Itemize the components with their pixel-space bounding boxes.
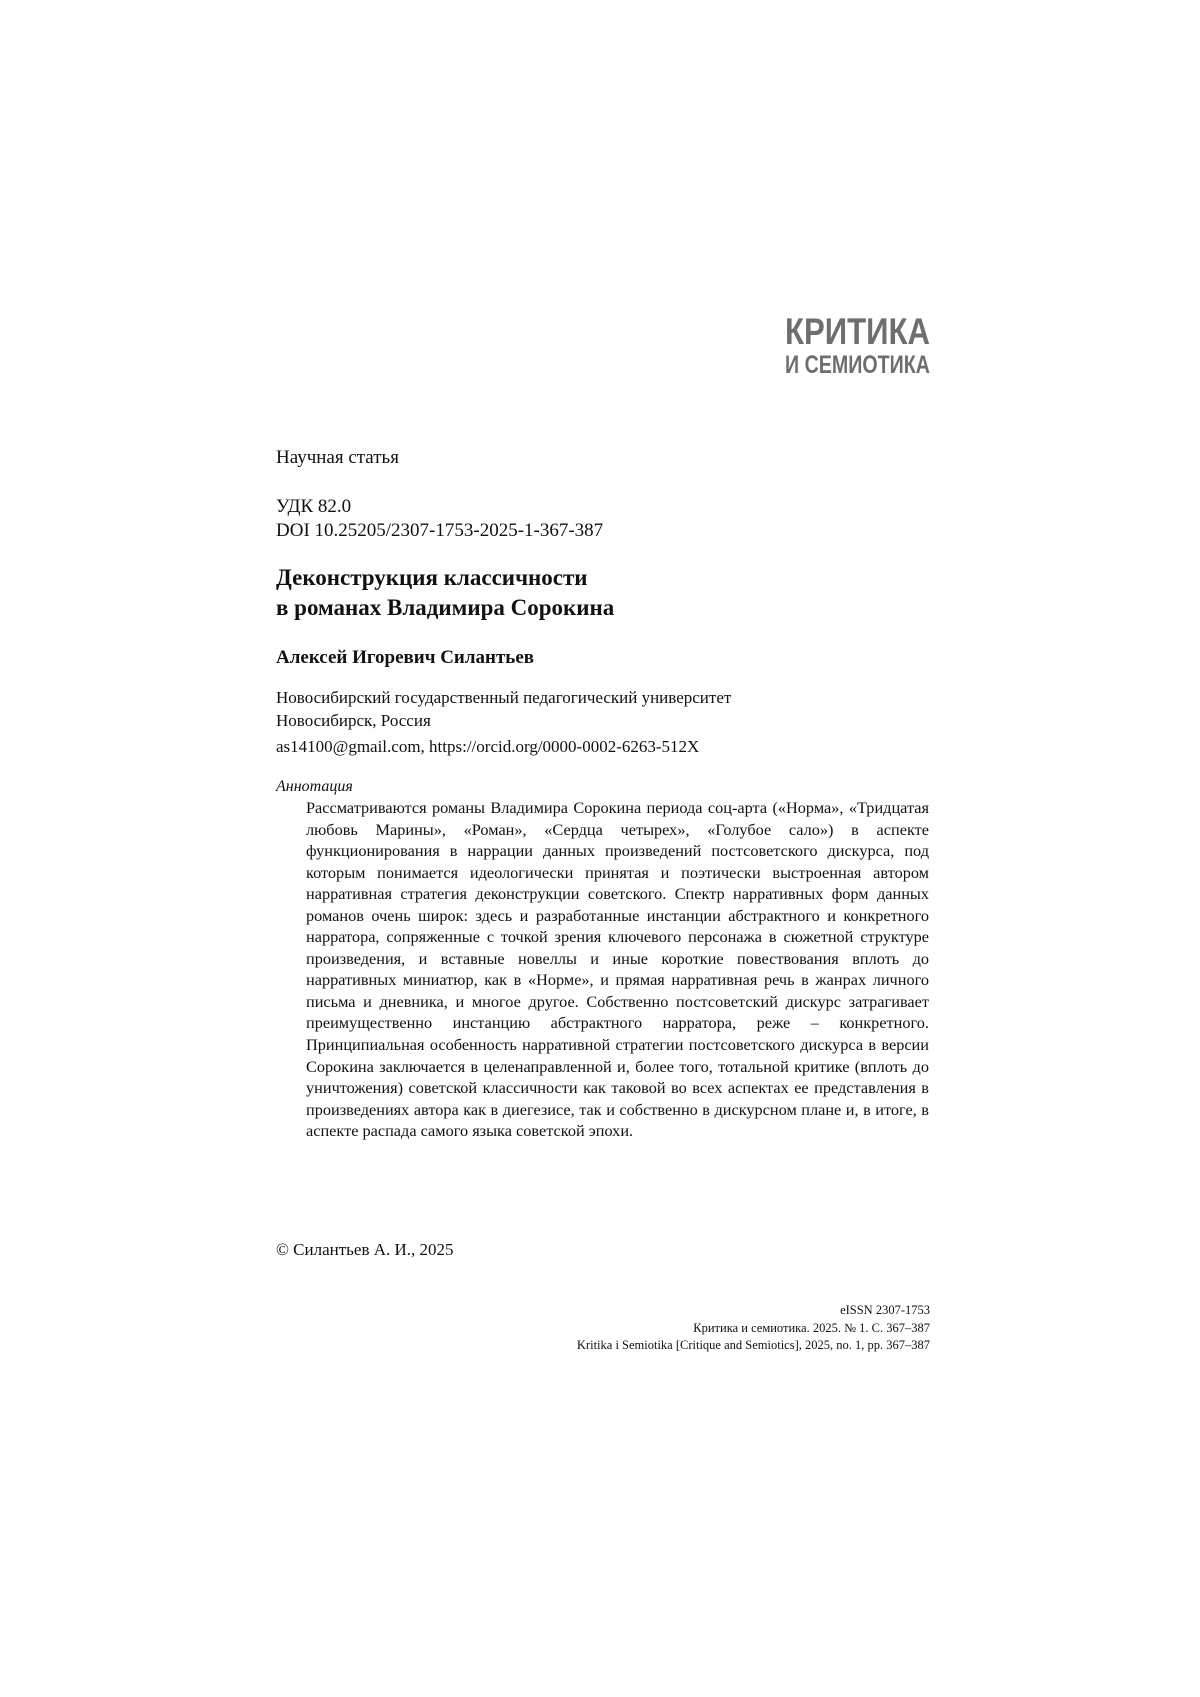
footer-citation-ru: Критика и семиотика. 2025. № 1. С. 367–387 [330, 1320, 930, 1338]
article-title-line2: в романах Владимира Сорокина [276, 593, 916, 623]
doi: DOI 10.25205/2307-1753-2025-1-367-387 [276, 519, 603, 543]
journal-logo-line1: КРИТИКА [785, 311, 930, 352]
abstract-text: Рассматриваются романы Владимира Сорокина периода соц-арта («Норма», «Тридцатая любовь Марины», «Роман», «Сердца четырех», «Голубое сало») в аспекте функционирования в наррации данных произведений постсоветского дискурса, под которым понимается идеологически принятая и поэтически вы­строенная автором нарративная стратегия деконструкции советского. Спектр нарративных форм данных романов очень широк: здесь и разработанные ин­станции абстрактного и конкретного нарратора, сопряженные с точкой зрения ключевого персонажа в сюжетной структуре произведения, и вставные новел­лы и иные короткие повествования вплоть до нарративных миниатюр, как в «Норме», и прямая нарративная речь в жанрах личного письма и дневника, и многое другое. Собственно постсоветский дискурс затрагивает преимущест­венно инстанцию абстрактного нарратора, реже – конкретного. Принципиаль­ная особенность нарративной стратегии постсоветского дискурса в версии Со­рокина заключается в целенаправленной и, более того, тотальной критике (вплоть до уничтожения) советской классичности как таковой во всех аспектах ее представления в произведениях автора как в диегезисе, так и собственно в дискурсном плане и, в итоге, в аспекте распада самого языка советской эпохи. [306, 797, 929, 1142]
author-contact: as14100@gmail.com, https://orcid.org/0000-0002-6263-512X [276, 735, 699, 758]
copyright: © Силантьев А. И., 2025 [276, 1239, 454, 1261]
author-name: Алексей Игоревич Силантьев [276, 646, 534, 670]
affiliation-location: Новосибирск, Россия [276, 709, 916, 732]
journal-footer [330, 1302, 930, 1355]
footer-eissn: eISSN 2307-1753 [330, 1302, 930, 1320]
affiliation-institution: Новосибирский государственный педагогический университет [276, 686, 916, 709]
udk-code: УДК 82.0 [276, 495, 351, 519]
article-type: Научная статья [276, 446, 399, 470]
journal-logo-line2: И СЕМИОТИКА [785, 351, 930, 379]
abstract-label: Аннотация [276, 777, 353, 797]
journal-logo-graphic [784, 308, 930, 376]
article-title-line1: Деконструкция классичности [276, 563, 916, 593]
footer-citation-en: Kritika i Semiotika [Critique and Semiotics], 2025, no. 1, pp. 367–387 [330, 1337, 930, 1355]
affiliation [276, 686, 916, 732]
article-title [276, 563, 916, 623]
journal-logo [784, 308, 930, 376]
